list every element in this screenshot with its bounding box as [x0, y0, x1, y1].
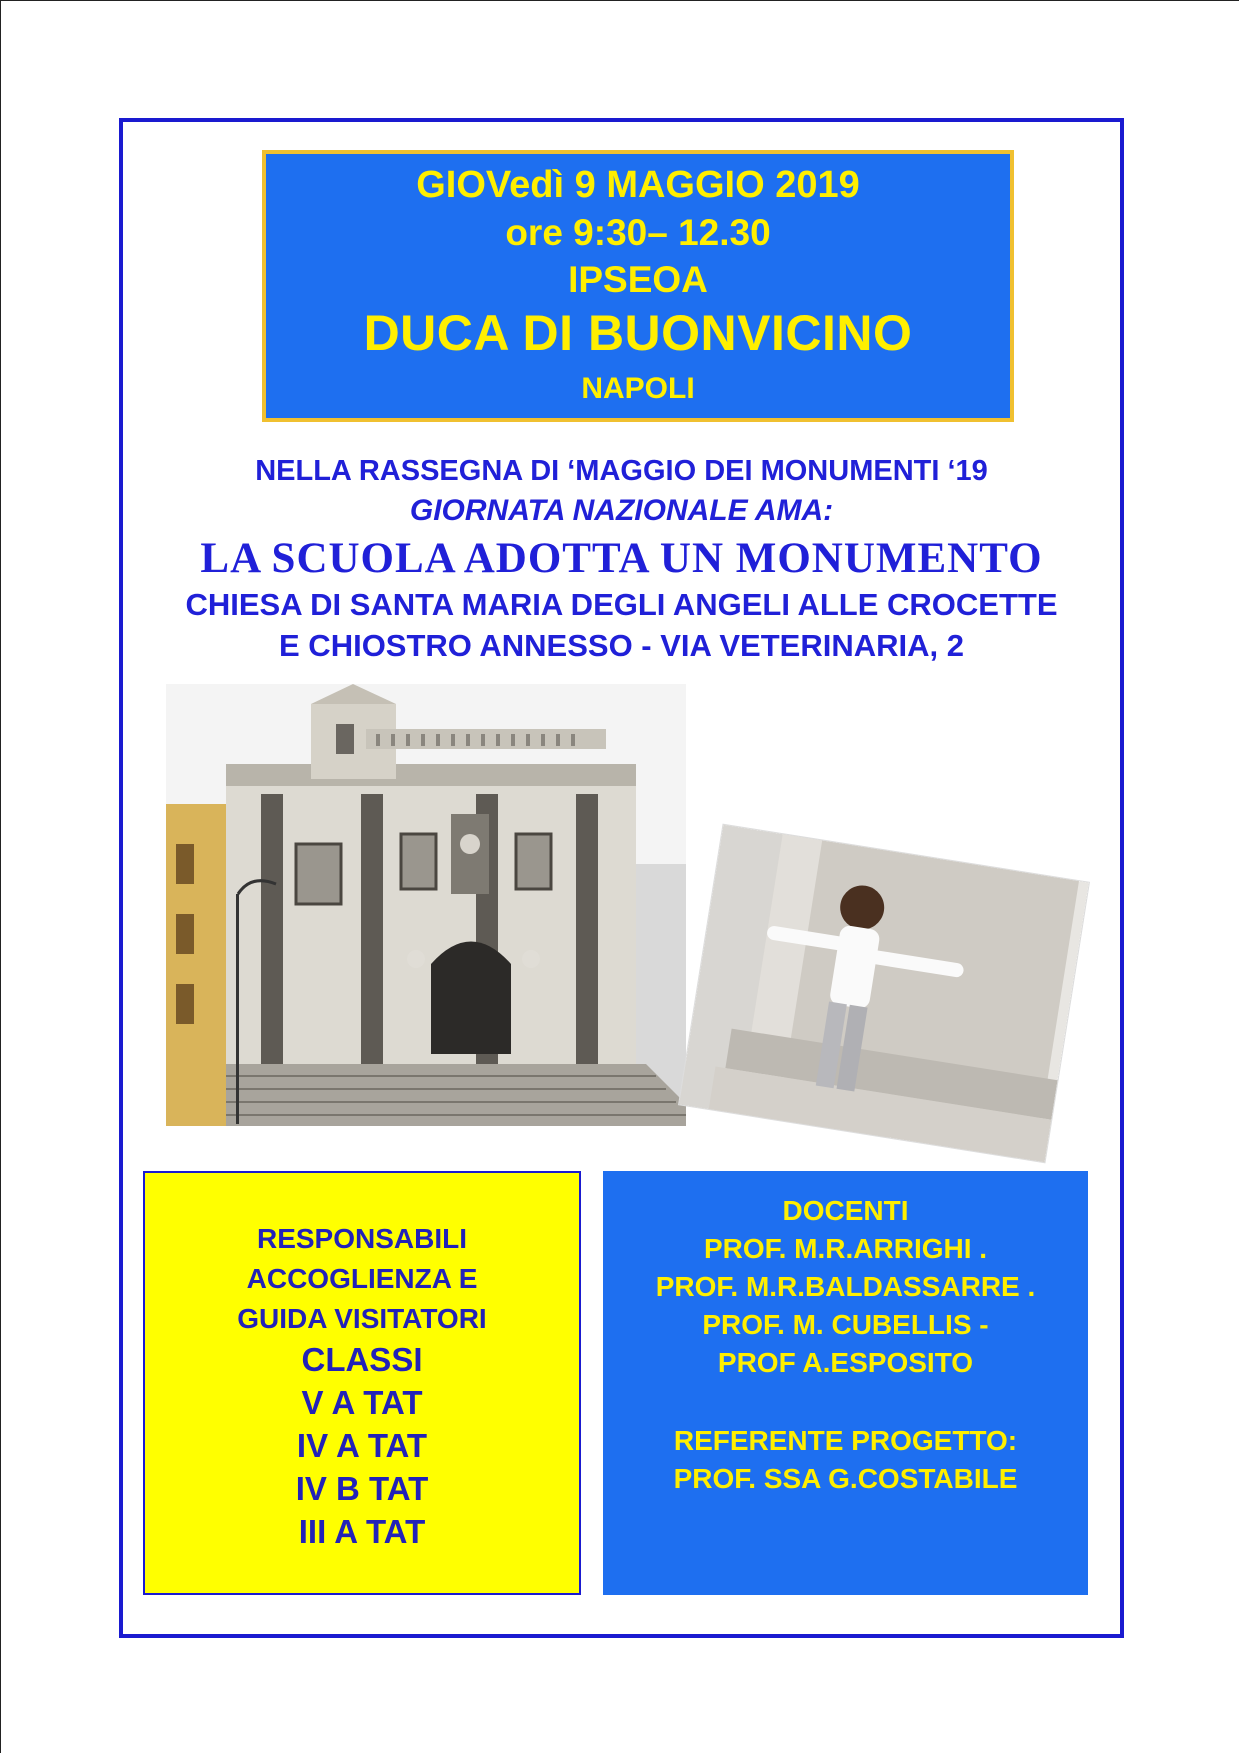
docenti-heading: DOCENTI	[782, 1195, 909, 1226]
docenti-box	[603, 1171, 1088, 1595]
responsabili-line: RESPONSABILI	[256, 1223, 468, 1254]
class-item: IV A TAT	[296, 1427, 428, 1464]
docente-item: PROF. M.R.BALDASSARRE .	[655, 1271, 1036, 1302]
header-box	[262, 150, 1014, 422]
responsabili-line: ACCOGLIENZA E	[246, 1263, 478, 1294]
class-item: IV B TAT	[295, 1470, 429, 1507]
responsabili-line: GUIDA VISITATORI	[237, 1303, 487, 1334]
school-city: NAPOLI	[581, 372, 695, 405]
event-context: NELLA RASSEGNA DI ‘MAGGIO DEI MONUMENTI ‘19	[255, 455, 988, 487]
location-line-1: CHIESA DI SANTA MARIA DEGLI ANGELI ALLE CROCETTE	[185, 587, 1058, 622]
event-time: ore 9:30– 12.30	[505, 212, 771, 253]
docente-item: PROF. M.R.ARRIGHI .	[703, 1233, 988, 1264]
docente-item: PROF. M. CUBELLIS -	[702, 1309, 989, 1340]
location-line-2: E CHIOSTRO ANNESSO - VIA VETERINARIA, 2	[279, 628, 964, 663]
event-subtitle: GIORNATA NAZIONALE AMA:	[409, 494, 834, 527]
school-type: IPSEOA	[568, 259, 708, 300]
docente-item: PROF A.ESPOSITO	[717, 1347, 974, 1378]
school-name: DUCA DI BUONVICINO	[363, 305, 913, 361]
church-photo	[166, 684, 686, 1126]
referente-name: PROF. SSA G.COSTABILE	[673, 1463, 1018, 1494]
responsabili-box	[143, 1171, 581, 1595]
child-hugging-column-photo	[679, 825, 1089, 1162]
referente-heading: REFERENTE PROGETTO:	[673, 1425, 1018, 1456]
event-date: GIOVedì 9 MAGGIO 2019	[416, 164, 860, 206]
class-item: III A TAT	[298, 1513, 426, 1550]
class-item: V A TAT	[301, 1384, 423, 1421]
event-title: LA SCUOLA ADOTTA UN MONUMENTO	[200, 535, 1043, 582]
classi-heading: CLASSI	[301, 1341, 423, 1378]
